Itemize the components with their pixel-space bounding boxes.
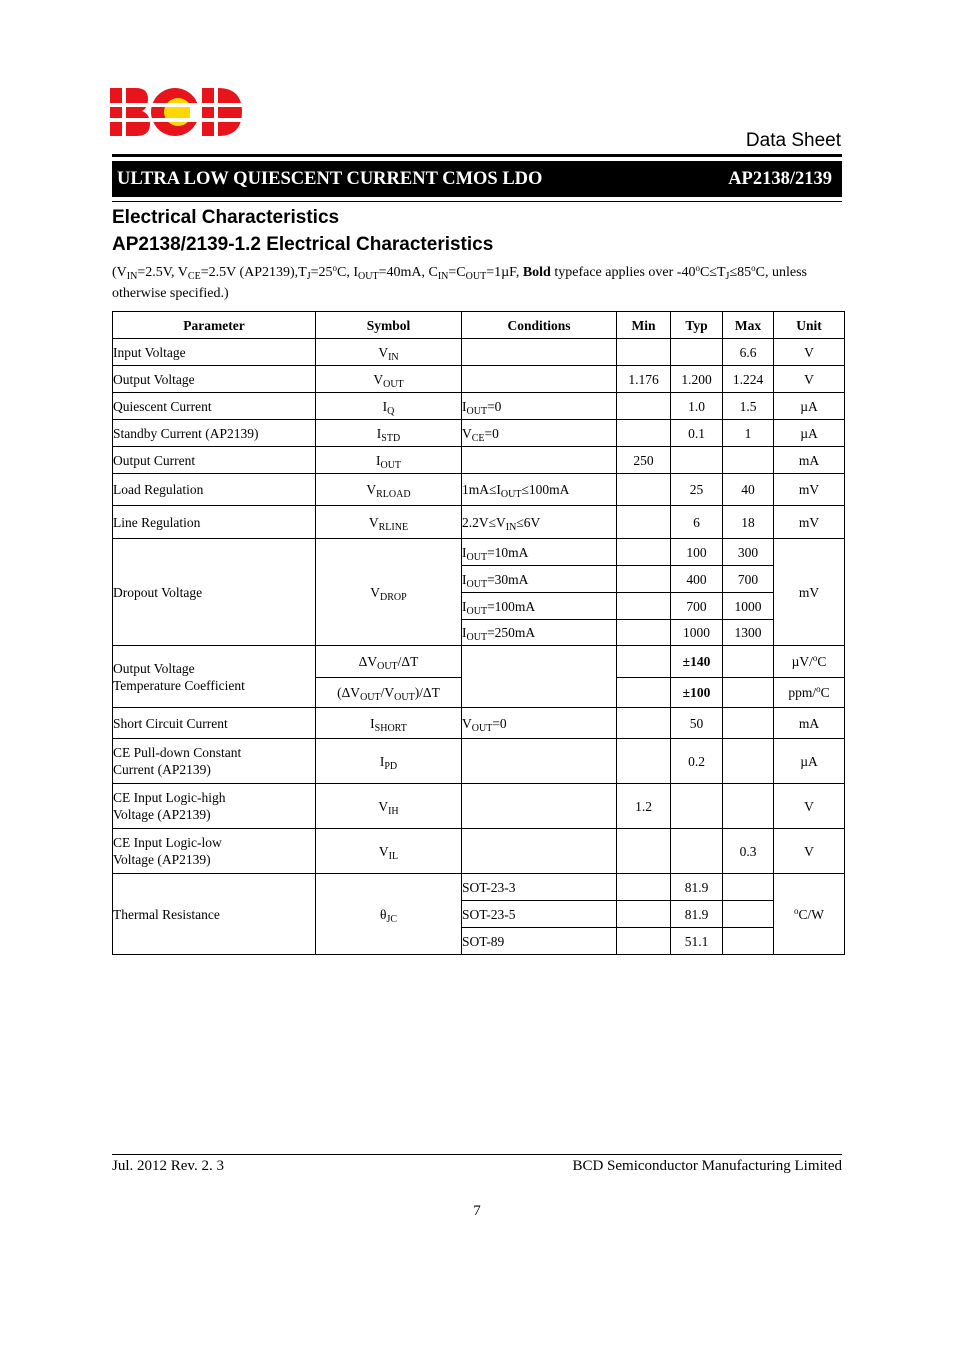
title-banner: [112, 161, 842, 197]
header-conditions: Conditions: [462, 312, 617, 339]
footer-date-rev: Jul. 2012 Rev. 2. 3: [112, 1158, 224, 1174]
symbol: $V_{OUT}$: [316, 366, 462, 393]
symbol: $V_{RLINE}$: [316, 506, 462, 539]
product-title: ULTRA LOW QUIESCENT CURRENT CMOS LDO: [117, 168, 543, 189]
table-row: Short Circuit Current $I_{SHORT}$ $V_{OUT}=0$ 50 mA: [113, 708, 845, 739]
symbol: $\Delta V_{OUT}/\Delta T$: [316, 646, 462, 678]
header-min: Min: [617, 312, 671, 339]
subsection-title: AP2138/2139-1.2 Electrical Characteristics: [112, 234, 494, 255]
bcd-logo: [110, 88, 242, 136]
table-row: Quiescent Current $I_Q$ $I_{OUT}=0$ 1.0 1.5 µA: [113, 393, 845, 420]
symbol: $V_{IH}$: [316, 784, 462, 829]
table-row: Thermal Resistance $\theta_{JC}$ SOT-23-3 81.9 $^o$C/W: [113, 874, 845, 901]
section-title: Electrical Characteristics: [112, 207, 340, 228]
footer-company: BCD Semiconductor Manufacturing Limited: [572, 1158, 842, 1174]
symbol: $(\Delta V_{OUT}/V_{OUT})/\Delta T$: [316, 678, 462, 708]
table-row: Load Regulation $V_{RLOAD}$ $1mA\le I_{OUT}\le 100mA$ 25 40 mV: [113, 474, 845, 506]
electrical-characteristics-table: [112, 311, 845, 955]
table-row: Input Voltage $V_{IN}$ 6.6 V: [113, 339, 845, 366]
table-row: $I_{OUT}=100mA$ 700 1000: [113, 593, 845, 620]
symbol: $I_Q$: [316, 393, 462, 420]
symbol: $V_{IL}$: [316, 829, 462, 874]
page-number: 7: [473, 1203, 481, 1219]
table-row: SOT-89 51.1: [113, 928, 845, 955]
symbol: $V_{DROP}$: [316, 539, 462, 646]
table-row: SOT-23-5 81.9: [113, 901, 845, 928]
table-row: CE Pull-down Constant Current (AP2139) $I_{PD}$ 0.2 µA: [113, 739, 845, 784]
table-row: CE Input Logic-low Voltage (AP2139) $V_{IL}$ 0.3 V: [113, 829, 845, 874]
header-symbol: Symbol: [316, 312, 462, 339]
table-row: Standby Current (AP2139) $I_{STD}$ $V_{CE}=0$ 0.1 1 µA: [113, 420, 845, 447]
table-row: Output Current $I_{OUT}$ 250 mA: [113, 447, 845, 474]
table-header-row: [113, 312, 845, 339]
symbol: $I_{SHORT}$: [316, 708, 462, 739]
part-number: AP2138/2139: [728, 168, 832, 189]
table-row: Output Voltage Temperature Coefficient $\Delta V_{OUT}/\Delta T$ ±140 µV/$^o$C: [113, 646, 845, 678]
doc-type-label: Data Sheet: [745, 130, 841, 151]
header-parameter: Parameter: [113, 312, 316, 339]
header-rule-thick: [112, 154, 842, 157]
header-rule-thin: [112, 201, 842, 202]
table-row: Dropout Voltage $V_{DROP}$ $I_{OUT}=10mA$ 100 300 mV: [113, 539, 845, 566]
footer-rule: [112, 1154, 842, 1155]
table-row: $I_{OUT}=30mA$ 400 700: [113, 566, 845, 593]
header-max: Max: [723, 312, 774, 339]
table-row: CE Input Logic-high Voltage (AP2139) $V_{IH}$ 1.2 V: [113, 784, 845, 829]
symbol: $V_{RLOAD}$: [316, 474, 462, 506]
table-row: Output Voltage $V_{OUT}$ 1.176 1.200 1.224 V: [113, 366, 845, 393]
table-row: Line Regulation $V_{RLINE}$ $2.2V\le V_{IN}\le 6V$ 6 18 mV: [113, 506, 845, 539]
symbol: $I_{OUT}$: [316, 447, 462, 474]
symbol: $\theta_{JC}$: [316, 874, 462, 955]
header-typ: Typ: [671, 312, 723, 339]
test-conditions: ($V_{IN}=2.5V$, $V_{CE}=2.5V$ $(AP2139),T_J=25^oC$, $I_{OUT}=40mA$, $C_{IN}=C_{OUT}=1\mu F$, Bold typeface applies over $-40^oC\le T_J\le 85^oC$, unless otherwise specified.): [112, 263, 807, 301]
symbol: $V_{IN}$: [316, 339, 462, 366]
table-row: $(\Delta V_{OUT}/V_{OUT})/\Delta T$ ±100 ppm/$^o$C: [113, 678, 845, 708]
symbol: $I_{STD}$: [316, 420, 462, 447]
symbol: $I_{PD}$: [316, 739, 462, 784]
header-unit: Unit: [774, 312, 845, 339]
table-row: $I_{OUT}=250mA$ 1000 1300: [113, 620, 845, 646]
